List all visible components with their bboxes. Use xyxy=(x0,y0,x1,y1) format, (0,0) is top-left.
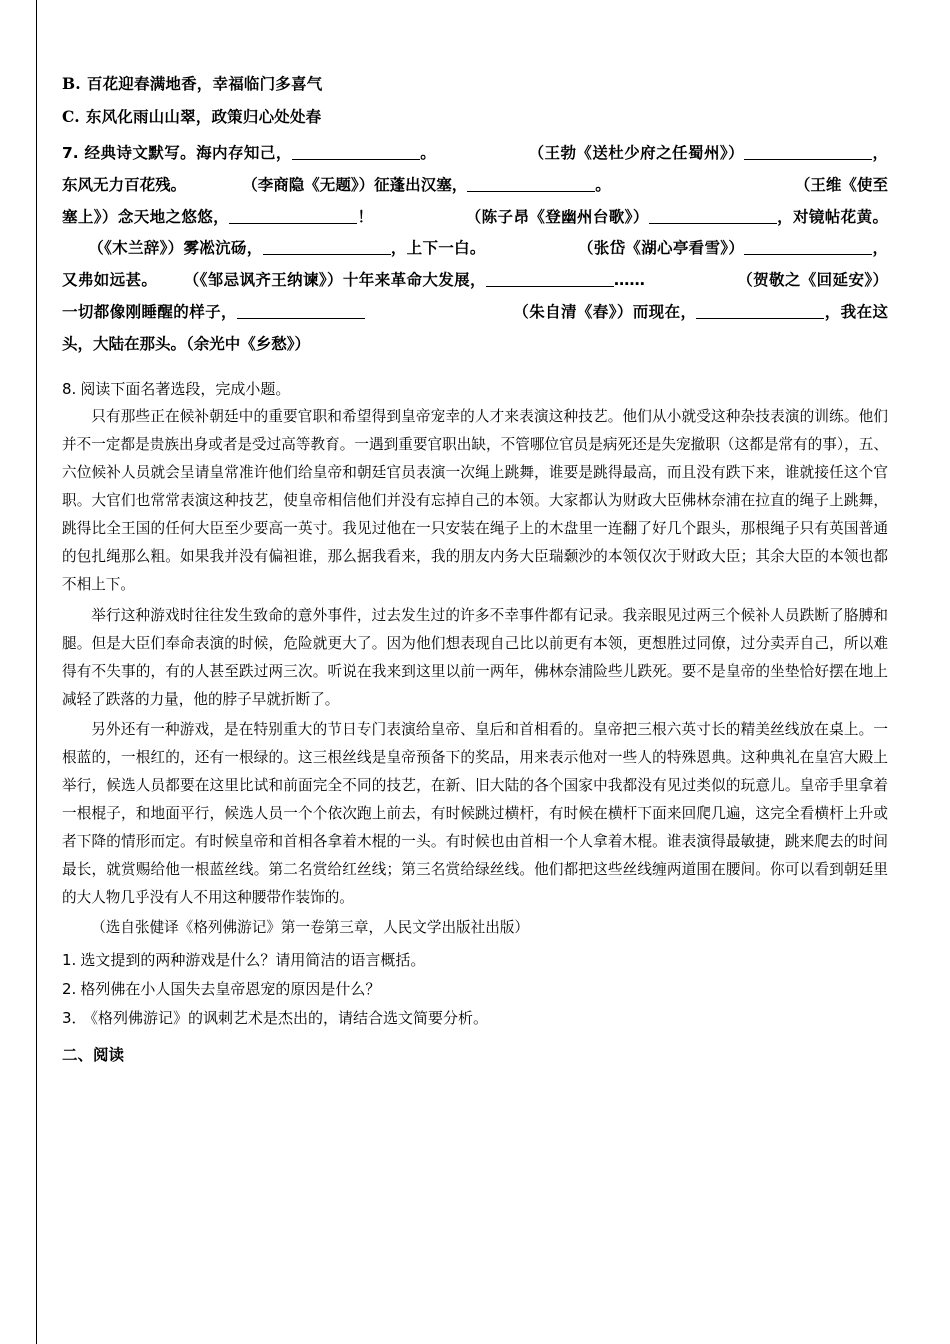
choice-text-c: 东风化雨山山翠，政策归心处处春 xyxy=(85,108,322,127)
q7-t2: ，东风无力百花残。 xyxy=(62,144,888,194)
q7-t6: 雾凇沆砀， xyxy=(183,239,263,258)
q7-cite-7: （《邹忌讽齐王纳谏》） xyxy=(183,271,343,290)
fill-blank-3[interactable] xyxy=(467,176,595,192)
page-left-rule xyxy=(36,0,37,1344)
q7-t5: ，对镜帖花黄。 xyxy=(776,207,888,226)
q7-p1-end: 。 xyxy=(419,144,437,163)
q7-t10-end: ，我在这头，大陆在那头。（余光中《乡愁》） xyxy=(62,302,888,353)
fill-blank-2[interactable] xyxy=(744,144,872,160)
sub-question-2-index: 2. xyxy=(62,979,77,998)
question-8-stem xyxy=(62,378,888,399)
choice-text-b: 百花迎春满地香，幸福临门多喜气 xyxy=(86,75,323,93)
section-heading-two: 二、阅读 xyxy=(62,1046,125,1065)
choice-label-b: B. xyxy=(62,74,81,93)
sub-question-3 xyxy=(62,1004,888,1033)
fill-blank-7[interactable] xyxy=(744,240,872,256)
fill-blank-6[interactable] xyxy=(263,240,391,256)
q7-number: 7. xyxy=(62,144,79,163)
q7-t7: ，又弗如远甚。 xyxy=(62,239,888,290)
fill-blank-1[interactable] xyxy=(292,144,420,160)
q7-cite-6: （张岱《湖心亭看雪》） xyxy=(577,239,745,258)
passage-paragraph-1: 只有那些正在候补朝廷中的重要官职和希望得到皇帝宠幸的人才来表演这种技艺。他们从小就受这种杂技表演的训练。他们并不一定都是贵族出身或者是受过高等教育。一遇到重要官职出缺，不管哪位官员是病死还是失宠撤职（这都是常有的事），五、六位候补人员就会呈请皇常准许他们给皇帝和朝廷官员表演一次绳上跳舞，谁要是跳得最高，而且没有跌下来，谁就接任这个官职。大官们也常常表演这种技艺，使皇帝相信他们并没有忘掉自己的本领。大家都认为财政大臣佛林奈浦在拉直的绳子上跳舞，跳得比全王国的任何大臣至少要高一英寸。我见过他在一只安装在绳子上的木盘里一连翻了好几个跟头，那根绳子只有英国普通的包扎绳那么粗。如果我并没有偏袒谁，那么据我看来，我的朋友内务大臣瑞颡沙的本领仅次于财政大臣；其余大臣的本领也都不相上下。 xyxy=(62,408,888,594)
passage-source: （选自张健译《格列佛游记》第一卷第三章，人民文学出版社出版） xyxy=(91,918,530,936)
sub-question-1-index: 1. xyxy=(62,950,77,969)
fill-blank-4[interactable] xyxy=(229,208,357,224)
q7-cite-5: （《木兰辞》） xyxy=(88,239,184,258)
q8-stem-text: 阅读下面名著选段，完成小题。 xyxy=(80,380,291,399)
q7-t3: 征蓬出汉塞， xyxy=(374,175,468,194)
fill-blank-9[interactable] xyxy=(237,303,365,319)
fill-blank-5[interactable] xyxy=(649,208,777,224)
q8-number: 8. xyxy=(62,380,77,399)
q7-cite-2: （李商隐《无题》） xyxy=(242,175,375,194)
q7-cite-9: （朱自清《春》） xyxy=(512,302,633,321)
q7-t8-end: …… xyxy=(613,271,645,290)
q7-t10: 而现在， xyxy=(632,302,697,321)
q7-t8: 十年来革命大发展， xyxy=(342,271,486,290)
q7-t4: 念天地之悠悠， xyxy=(117,207,230,226)
fill-blank-8[interactable] xyxy=(486,271,614,287)
passage-paragraph-3: 另外还有一种游戏，是在特别重大的节日专门表演给皇帝、皇后和首相看的。皇帝把三根六英寸长的精美丝线放在桌上。一根蓝的，一根红的，还有一根绿的。这三根丝线是皇帝预备下的奖品，用来表示他对一些人的特殊恩典。这种典礼在皇宫大殿上举行，候选人员都要在这里比试和前面完全不同的技艺，在新、旧大陆的各个国家中我都没有见过类似的玩意儿。皇帝手里拿着一根棍子，和地面平行，候选人员一个个依次跑上前去，有时候跳过横杆，有时候在横杆下面来回爬几遍，这完全看横杆上升或者下降的情形而定。有时候皇帝和首相各拿着木棍的一头。有时候也由首相一个人拿着木棍。谁表演得最敏捷，跳来爬去的时间最长，就赏赐给他一根蓝丝线。第二名赏给红丝线；第三名赏给绿丝线。他们都把这些丝线缠两道围在腰间。你可以看到朝廷里的大人物几乎没有人不用这种腰带作装饰的。 xyxy=(62,720,888,906)
sub-question-1-text: 选文提到的两种游戏是什么？请用简洁的语言概括。 xyxy=(80,950,426,969)
fill-blank-10[interactable] xyxy=(696,303,824,319)
sub-question-2 xyxy=(62,975,888,1004)
q7-lead: 经典诗文默写。海内存知己， xyxy=(84,144,292,163)
q7-t3-end: 。 xyxy=(595,175,611,194)
sub-question-2-text: 格列佛在小人国失去皇帝恩宠的原因是什么？ xyxy=(80,979,381,998)
sub-question-3-text: 《格列佛游记》的讽刺艺术是杰出的，请结合选文简要分析。 xyxy=(90,1009,489,1028)
q7-t6-end: ，上下一白。 xyxy=(390,239,486,258)
question-7 xyxy=(62,138,888,360)
q7-cite-8: （贺敬之《回延安》） xyxy=(736,271,888,290)
q7-t4-end: ！ xyxy=(357,207,374,226)
choice-option-c xyxy=(62,105,888,129)
passage-paragraph-2: 举行这种游戏时往往发生致命的意外事件，过去发生过的许多不幸事件都有记录。我亲眼见过两三个候补人员跌断了胳膊和腿。但是大臣们奉命表演的时候，危险就更大了。因为他们想表现自己比以前更有本领，更想胜过同僚，过分卖弄自己，所以难得有不失事的，有的人甚至跌过两三次。听说在我来到这里以前一两年，佛林奈浦险些儿跌死。要不是皇帝的坐垫恰好摆在地上减轻了跌落的力量，他的脖子早就折断了。 xyxy=(62,606,888,708)
q7-cite-4: （陈子昂《登幽州台歌》） xyxy=(465,207,649,226)
sub-question-3-index: 3． xyxy=(62,1009,87,1028)
choice-label-c: C. xyxy=(62,107,80,127)
q7-cite-1: （王勃《送杜少府之任蜀州》） xyxy=(528,144,745,163)
choice-option-b xyxy=(62,72,888,96)
sub-question-1 xyxy=(62,946,888,975)
q7-t9: 一切都像刚睡醒的样子， xyxy=(62,302,237,321)
q7-cite-3: （王维《使至塞上》） xyxy=(62,175,888,226)
